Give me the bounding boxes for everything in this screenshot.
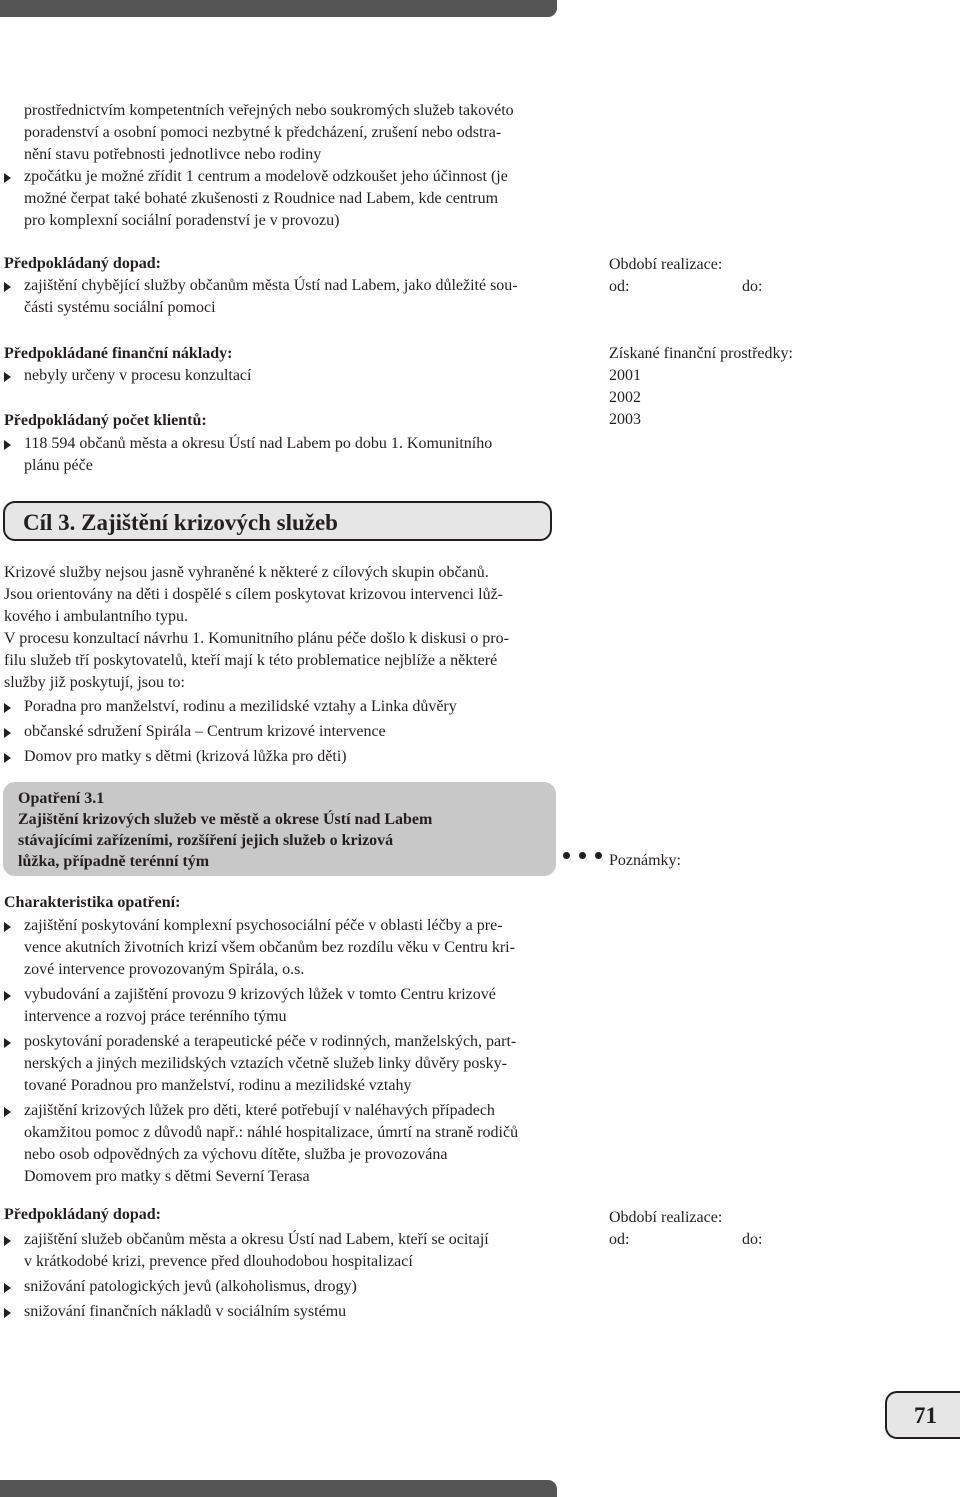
goal-heading-box <box>3 501 552 541</box>
measure-number: Opatření 3.1 <box>18 790 105 807</box>
period-realization <box>609 254 869 298</box>
section-heading: Předpokládaný počet klientů: <box>4 412 207 429</box>
period-to: do: <box>742 1231 763 1248</box>
list-item: poskytování poradenské a terapeutické péče v rodinných, manželských, part- nerských a jiných mezilidských vztazích včetně služeb linky důvěry posky- tované Poradnou pro manželství, rodinu a mezilidské vztahy <box>0 1031 560 1097</box>
list-item: 118 594 občanů města a okresu Ústí nad Labem po dobu 1. Komunitního plánu péče <box>0 433 560 477</box>
period-from: od: <box>609 1231 630 1248</box>
list-item: snižování patologických jevů (alkoholismus, drogy) <box>0 1276 560 1298</box>
list-item: nebyly určeny v procesu konzultací <box>0 365 560 387</box>
list-item: snižování finančních nákladů v sociálním systému <box>0 1301 560 1323</box>
dots-icon <box>563 852 602 859</box>
section-heading: Charakteristika opatření: <box>4 894 181 911</box>
section-heading: Předpokládané finanční náklady: <box>4 345 233 362</box>
costs-section <box>0 343 560 387</box>
section-heading: Předpokládaný dopad: <box>4 255 161 272</box>
notes-label: Poznámky: <box>609 852 681 869</box>
list-item: zajištění krizových lůžek pro děti, které potřebují v naléhavých případech okamžitou pomoc z důvodů např.: náhlé hospitalizace, úmrtí na straně rodičů nebo osob odpovědných za výchovu dítěte, služba je provozována Domovem pro matky s dětmi Severní Terasa <box>0 1100 560 1188</box>
impact-section <box>0 1204 560 1323</box>
page-number: 71 <box>914 1403 937 1428</box>
goal-title: Cíl 3. Zajištění krizových služeb <box>23 510 338 535</box>
characteristics-section <box>0 892 560 1188</box>
funds-label: Získané finanční prostředky: <box>609 345 793 362</box>
bottom-decor-bar <box>0 1480 557 1497</box>
period-realization <box>609 1207 869 1251</box>
measure-box <box>3 782 556 876</box>
top-decor-bar <box>0 0 557 17</box>
period-to: do: <box>742 278 763 295</box>
list-item: zpočátku je možné zřídit 1 centrum a modelově odzkoušet jeho účinnost (je možné čerpat také bohaté zkušenosti z Roudnice nad Labem, kde centrum pro komplexní sociální poradenství je v provozu) <box>0 166 560 232</box>
period-label: Období realizace: <box>609 256 723 273</box>
list-item: občanské sdružení Spirála – Centrum krizové intervence <box>0 721 560 743</box>
intro-line: poradenství a osobní pomoci nezbytné k předcházení, zrušení nebo odstra- <box>24 124 502 141</box>
list-item: vybudování a zajištění provozu 9 krizových lůžek v tomto Centru krizové intervence a rozvoj práce terénního týmu <box>0 984 560 1028</box>
list-item: Poradna pro manželství, rodinu a mezilidské vztahy a Linka důvěry <box>0 696 560 718</box>
funds-year: 2002 <box>609 389 641 406</box>
funds-year: 2003 <box>609 411 641 428</box>
measure-title-line: lůžka, případně terénní tým <box>18 853 210 870</box>
period-label: Období realizace: <box>609 1209 723 1226</box>
providers-list <box>0 696 560 768</box>
list-item: zajištění poskytování komplexní psychosociální péče v oblasti léčby a pre- vence akutních životních krizí všem občanům bez rozdílu věku v Centru kri- zové intervence provozovaným Spirála, o.s. <box>0 915 560 981</box>
clients-section <box>0 410 560 477</box>
measure-title-line: Zajištění krizových služeb ve městě a okrese Ústí nad Labem <box>18 811 433 828</box>
list-item: Domov pro matky s dětmi (krizová lůžka pro děti) <box>0 746 560 768</box>
impact-section <box>0 253 560 319</box>
funds-section <box>609 343 869 431</box>
measure-title-line: stávajícími zařízeními, rozšíření jejich služeb o krizová <box>18 832 394 849</box>
intro-bullet-list <box>0 166 560 232</box>
funds-year: 2001 <box>609 367 641 384</box>
list-item: zajištění chybějící služby občanům města Ústí nad Labem, jako důležité sou- části systému sociální pomoci <box>0 275 560 319</box>
page-number-box <box>885 1391 960 1439</box>
intro-text <box>0 100 560 232</box>
period-from: od: <box>609 278 630 295</box>
intro-line: nění stavu potřebnosti jednotlivce nebo rodiny <box>24 146 322 163</box>
intro-line: prostřednictvím kompetentních veřejných nebo soukromých služeb takovéto <box>24 102 514 119</box>
list-item: zajištění služeb občanům města a okresu Ústí nad Labem, kteří se ocitají v krátkodobé krizi, prevence před dlouhodobou hospitalizací <box>0 1229 560 1273</box>
section-heading: Předpokládaný dopad: <box>4 1206 161 1223</box>
goal-description: Krizové služby nejsou jasně vyhraněné k některé z cílových skupin občanů. Jsou orientovány na děti i dospělé s cílem poskytovat krizovou intervenci lůž- kového i ambulantního typu. V procesu konzultací návrhu 1. Komunitního plánu péče došlo k diskusi o pro- filu služeb tří poskytovatelů, kteří mají k této problematice nejblíže a některé služby již poskytují, jsou to: Poradna pro manželství, rodinu a mezilidské vztahy a Linka důvěry občanské sdružení Spirála – Centrum krizové intervence Domov pro matky s dětmi (krizová lůžka pro děti) <box>0 562 560 768</box>
